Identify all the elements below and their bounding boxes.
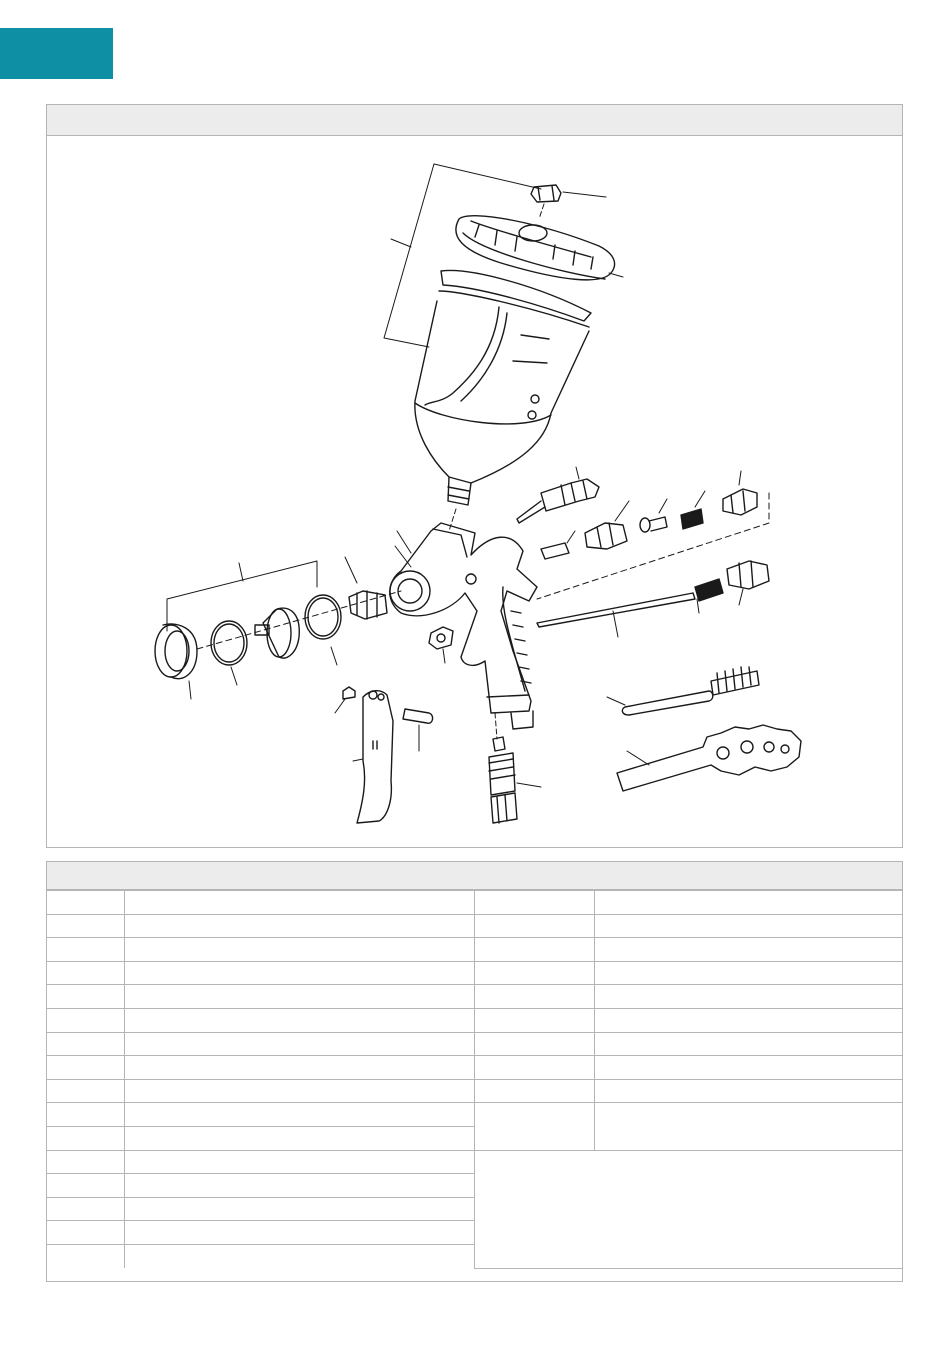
table-row — [47, 938, 902, 962]
table-row — [47, 1103, 902, 1127]
air-cap — [255, 608, 299, 658]
table-row — [47, 1008, 902, 1032]
trigger-screw — [335, 687, 355, 713]
body-leader-line — [397, 531, 411, 553]
table-row — [47, 1150, 902, 1174]
table-row — [47, 891, 902, 915]
nozzle-nut — [429, 627, 453, 663]
cup-lid — [456, 216, 623, 280]
trigger-pin — [403, 709, 433, 751]
trigger — [353, 691, 393, 823]
section-tab — [0, 28, 113, 79]
fluid-needle — [537, 579, 723, 637]
adjuster-knob — [585, 501, 629, 549]
service-wrench — [617, 725, 801, 791]
spring-small — [681, 491, 705, 529]
air-valve — [517, 467, 599, 523]
cleaning-brush — [607, 667, 759, 715]
air-cap-bracket — [167, 561, 317, 631]
adjuster-nut-right — [723, 471, 757, 515]
retaining-ring — [155, 624, 197, 699]
needle-adjuster-knob — [727, 561, 769, 605]
table-row — [47, 985, 902, 1009]
cup-assembly-bracket — [384, 164, 541, 347]
paint-cup — [415, 270, 591, 531]
table-row — [47, 914, 902, 938]
table-row — [47, 1056, 902, 1080]
exploded-view-panel — [46, 104, 903, 848]
table-row — [47, 1032, 902, 1056]
cup-vent-plug — [531, 185, 606, 219]
small-pin — [541, 531, 575, 559]
parts-list-header — [47, 862, 902, 890]
washer — [640, 499, 667, 532]
valve-axis-line — [537, 493, 769, 599]
nozzle — [345, 557, 387, 619]
parts-table — [47, 890, 902, 1269]
parts-list-panel — [46, 861, 903, 1282]
table-row — [47, 961, 902, 985]
o-ring — [305, 595, 341, 665]
ring-seal — [211, 621, 247, 685]
table-row — [47, 1079, 902, 1103]
gun-body — [390, 523, 537, 729]
exploded-view-header — [47, 105, 902, 136]
exploded-view-drawing — [47, 137, 902, 847]
